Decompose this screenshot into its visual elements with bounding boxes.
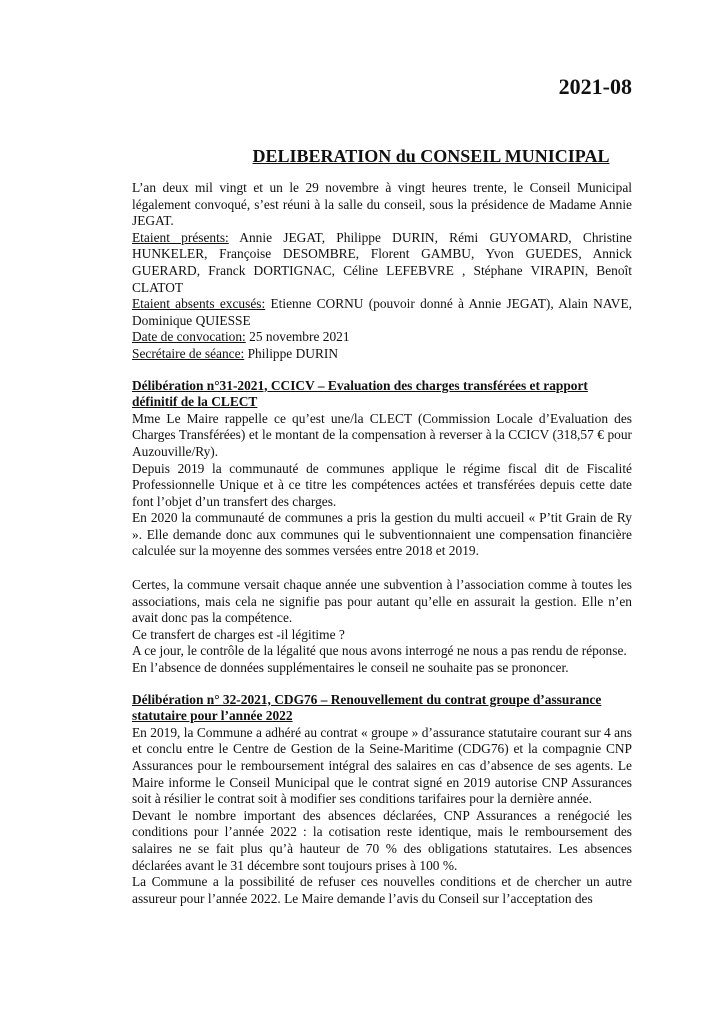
absent-names: Etienne CORNU (pouvoir donné à Annie JEGAT), Alain NAVE, Dominique QUIESSE [132, 296, 632, 328]
deliberation-31-paragraph: Ce transfert de charges est -il légitime ? [132, 626, 345, 642]
convocation-date [132, 329, 632, 346]
deliberation-32-paragraph: Devant le nombre important des absences déclarées, CNP Assurances a renégocié les conditions pour l’année 2022 : la cotisation reste identique, mais le remboursement des salaires ne se fait plus qu’à hauteur de 70 % des obligations statutaires. Les absences déclarées avant le 31 décembre sont toujours prises à 100 %. [132, 807, 632, 873]
document-body [132, 180, 632, 907]
secretary-label: Secrétaire de séance: [132, 345, 245, 361]
present-members [132, 230, 632, 296]
deliberation-31-section [132, 378, 632, 677]
deliberation-32-paragraph: La Commune a la possibilité de refuser ces nouvelles conditions et de chercher un autre assureur pour l’année 2022. Le Maire demande l’avis du Conseil sur l’acceptation des [132, 874, 632, 906]
deliberation-31-paragraph: En 2020 la communauté de communes a pris la gestion du multi accueil « P’tit Grain de Ry ». Elle demande donc aux communes qui le subventionnaient une compensation financière calculée sur la moyenne des sommes versées entre 2018 et 2019. [132, 510, 632, 559]
session-secretary [132, 346, 632, 363]
deliberation-32-paragraph: En 2019, la Commune a adhéré au contrat « groupe » d’assurance statutaire courant sur 4 ans et conclu entre le Centre de Gestion de la Seine-Maritime (CDG76) et la compagnie CNP Assurances pour le remboursement intégral des salaires en cas d’absence de ses agents. Le Maire informe le Conseil Municipal que le contrat signé en 2019 autorise CNP Assurances soit à résilier le contrat soit à modifier ses conditions tarifaires pour la dernière année. [132, 724, 632, 807]
deliberation-32-section [132, 692, 632, 908]
page-title: DELIBERATION du CONSEIL MUNICIPAL [252, 146, 610, 166]
present-names: Annie JEGAT, Philippe DURIN, Rémi GUYOMARD, Christine HUNKELER, Françoise DESOMBRE, Florent GAMBU, Yvon GUEDES, Annick GUERARD, Franck DORTIGNAC, Céline LEFEBVRE , Stéphane VIRAPIN, Benoît CLATOT [132, 229, 632, 295]
deliberation-31-paragraph: Certes, la commune versait chaque année une subvention à l’association comme à toutes les associations, mais cela ne signifie pas pour autant qu’elle en assurait la gestion. Elle n’en avait donc pas la compétence. [132, 577, 632, 626]
deliberation-32-heading: Délibération n° 32-2021, CDG76 – Renouvellement du contrat groupe d’assurance statutaire pour l’année 2022 [132, 691, 602, 724]
secretary-value: Philippe DURIN [244, 345, 339, 361]
absent-label: Etaient absents excusés: [132, 296, 266, 312]
absent-members [132, 296, 632, 329]
opening-paragraph: L’an deux mil vingt et un le 29 novembre à vingt heures trente, le Conseil Municipal légalement convoqué, s’est réuni à la salle du conseil, sous la présidence de Madame Annie JEGAT. [132, 180, 632, 229]
convocation-label: Date de convocation: [132, 329, 246, 345]
convocation-value: 25 novembre 2021 [245, 329, 350, 345]
deliberation-31-paragraph: Mme Le Maire rappelle ce qu’est une/la CLECT (Commission Locale d’Evaluation des Charges Transférées) et le montant de la compensation à reverser à la CCICV (318,57 € pour Auzouville/Ry). [132, 410, 632, 459]
present-label: Etaient présents: [132, 229, 229, 245]
deliberation-31-paragraph: En l’absence de données supplémentaires le conseil ne souhaite pas se prononcer. [132, 660, 569, 676]
deliberation-number: 2021-08 [558, 74, 632, 99]
deliberation-31-paragraph: A ce jour, le contrôle de la légalité que nous avons interrogé ne nous a pas rendu de réponse. [132, 643, 627, 659]
paragraph-spacer [132, 560, 632, 577]
deliberation-31-heading: Délibération n°31-2021, CCICV – Evaluation des charges transférées et rapport définitif de la CLECT [132, 377, 588, 410]
deliberation-31-paragraph: Depuis 2019 la communauté de communes applique le régime fiscal dit de Fiscalité Professionnelle Unique et à ce titre les compétences actées et transférées depuis cette date font l’objet d’un transfert des charges. [132, 460, 632, 509]
